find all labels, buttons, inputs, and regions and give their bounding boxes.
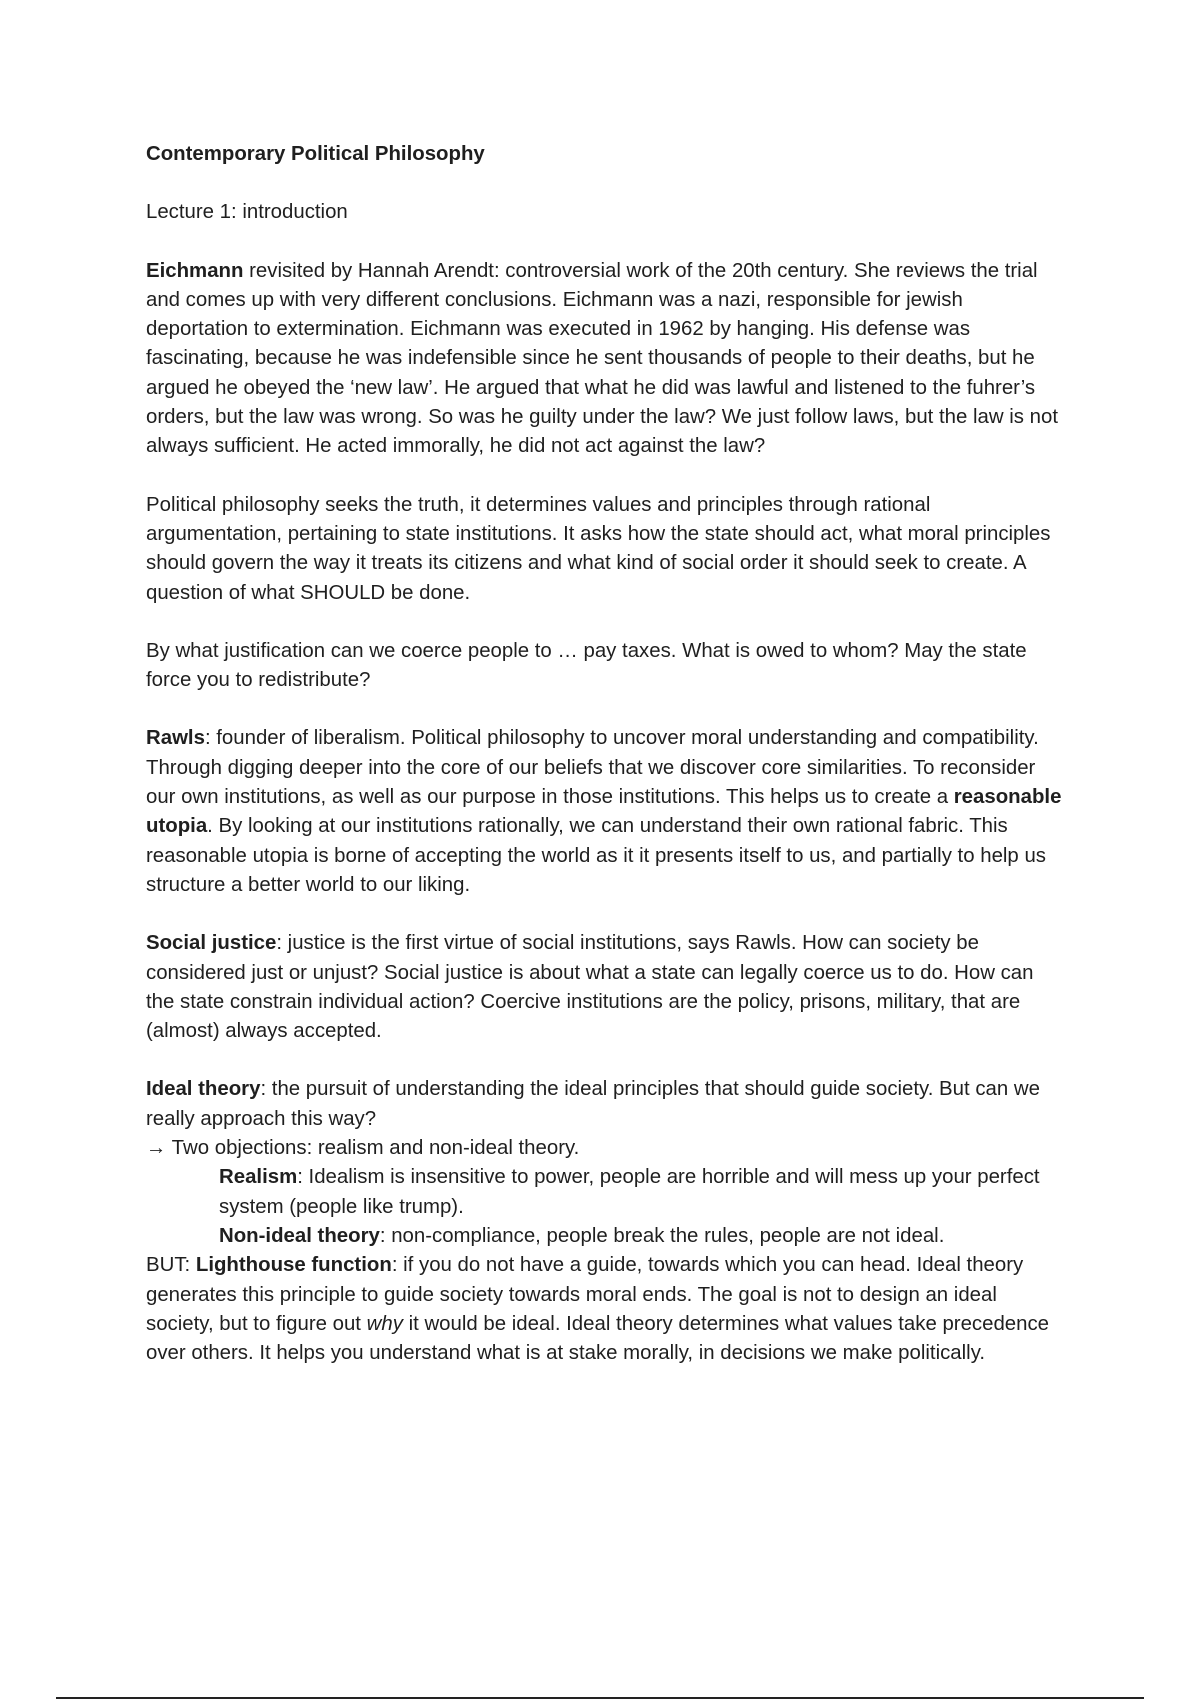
term-nonideal-theory: Non-ideal theory <box>219 1224 380 1247</box>
term-ideal-theory: Ideal theory <box>146 1078 261 1101</box>
eichmann-text: revisited by Hannah Arendt: controversial work of the 20th century. She reviews the trial and comes up with very different conclusions. Eichmann was a nazi, responsible for jewish deportation to extermination. Eichmann was executed in 1962 by hanging. His defense was fascinating, because he was indefensible since he sent thousands of people to their deaths, but he argued he obeyed the ‘new law’. He argued that what he did was lawful and listened to the fuhrer’s orders, but the law was wrong. So was he guilty under the law? We just follow laws, but the law is not always sufficient. He acted immorally, he did not act against the law? <box>146 259 1058 458</box>
term-realism: Realism <box>219 1166 298 1189</box>
but-label: BUT: <box>146 1254 196 1277</box>
term-eichmann: Eichmann <box>146 259 244 282</box>
rawls-text-1: : founder of liberalism. Political philosophy to uncover moral understanding and compatibility. Through digging deeper into the core of our beliefs that we discover core similarities. To reconsider our own institutions, as well as our purpose in those institutions. This helps us to create a <box>146 727 1039 809</box>
realism-item <box>146 1163 1066 1222</box>
paragraph-eichmann <box>146 257 1066 462</box>
paragraph-rawls <box>146 724 1066 900</box>
document-page <box>146 140 1066 1368</box>
paragraph-lighthouse <box>146 1251 1066 1368</box>
nonideal-item <box>146 1222 1066 1251</box>
lighthouse-text-1: : if you do not have a guide, towards which you can head. Ideal theory generates this principle to guide society towards moral ends. The goal is not to design an ideal society, but to figure out <box>146 1254 1024 1335</box>
paragraph-social-justice <box>146 929 1066 1046</box>
term-rawls: Rawls <box>146 727 205 750</box>
term-lighthouse-function: Lighthouse function <box>195 1254 392 1277</box>
objections-line: → Two objections: realism and non-ideal theory. <box>146 1137 580 1160</box>
realism-text: : Idealism is insensitive to power, people are horrible and will mess up your perfect system (people like trump). <box>219 1166 1040 1218</box>
nonideal-text: : non-compliance, people break the rules, people are not ideal. <box>379 1224 945 1247</box>
term-reasonable-utopia: reasonable utopia <box>146 786 1062 838</box>
ideal-theory-text: : the pursuit of understanding the ideal principles that should guide society. But can we really approach this way? <box>146 1078 1040 1130</box>
lighthouse-text-2: it would be ideal. Ideal theory determines what values take precedence over others. It helps you understand what is at stake morally, in decisions we make politically. <box>146 1312 1050 1365</box>
paragraph-justification: By what justification can we coerce people to … pay taxes. What is owed to whom? May the state force you to redistribute? <box>146 639 1027 692</box>
paragraph-political-philosophy: Political philosophy seeks the truth, it determines values and principles through rational argumentation, pertaining to state institutions. It asks how the state should act, what moral principles should govern the way it treats its citizens and what kind of social order it should seek to create. A question of what SHOULD be done. <box>146 493 1051 604</box>
term-social-justice: Social justice <box>146 932 277 955</box>
social-justice-text: : justice is the first virtue of social institutions, says Rawls. How can society be considered just or unjust? Social justice is about what a state can legally coerce us to do. How can the state constrain individual action? Coercive institutions are the policy, prisons, military, that are (almost) always accepted. <box>146 932 1034 1043</box>
rawls-text-2: . By looking at our institutions rationally, we can understand their own rational fabric. This reasonable utopia is borne of accepting the world as it it presents itself to us, and partially to help us structure a better world to our liking. <box>146 815 1046 896</box>
paragraph-ideal-theory <box>146 1075 1066 1134</box>
lighthouse-italic-why: why <box>366 1312 403 1335</box>
lecture-heading: Lecture 1: introduction <box>146 201 348 224</box>
document-title: Contemporary Political Philosophy <box>146 143 485 165</box>
page-bottom-divider <box>56 1697 1144 1699</box>
